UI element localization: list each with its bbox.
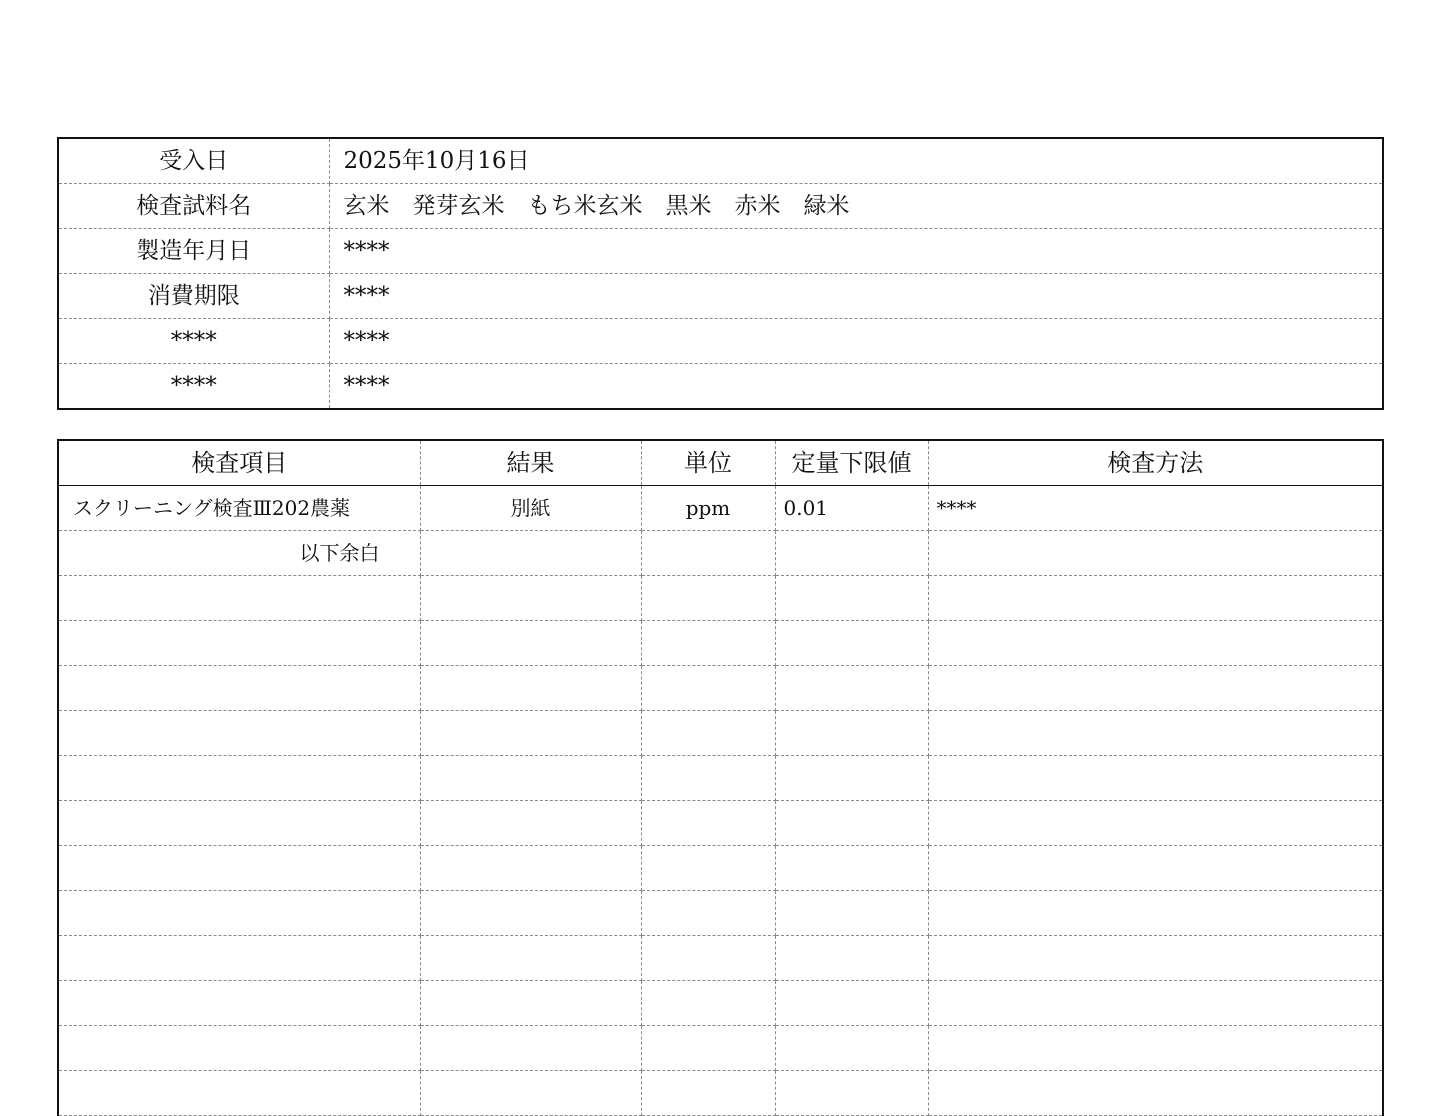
blank-cell [58,756,420,801]
blank-cell [928,936,1383,981]
info-row-masked-1 [58,319,1383,364]
info-row-masked-2 [58,364,1383,410]
sample-info-table [57,137,1384,410]
blank-cell [420,711,641,756]
blank-cell [641,1071,775,1116]
blank-cell [641,576,775,621]
table-row-blank [58,846,1383,891]
cell-method [928,531,1383,576]
blank-cell [775,711,928,756]
table-row [58,486,1383,531]
info-label: 製造年月日 [58,229,329,274]
table-row-blank [58,801,1383,846]
info-label: 消費期限 [58,274,329,319]
blank-cell [775,981,928,1026]
header-item: 検査項目 [58,440,420,486]
inspection-header-row [58,440,1383,486]
table-row-blank [58,711,1383,756]
blank-cell [928,756,1383,801]
blank-cell [775,621,928,666]
blank-cell [641,756,775,801]
info-value: **** [329,229,1383,274]
blank-cell [775,1071,928,1116]
blank-cell [58,801,420,846]
blank-cell [420,846,641,891]
table-row-blank [58,666,1383,711]
info-row-manufacture-date [58,229,1383,274]
blank-cell [641,846,775,891]
header-method: 検査方法 [928,440,1383,486]
blank-cell [420,1026,641,1071]
blank-cell [775,666,928,711]
blank-cell [641,621,775,666]
blank-cell [641,981,775,1026]
blank-cell [420,981,641,1026]
cell-item: スクリーニング検査Ⅲ202農薬 [58,486,420,531]
blank-cell [775,846,928,891]
blank-cell [58,621,420,666]
header-result: 結果 [420,440,641,486]
table-row-blank [58,621,1383,666]
blank-cell [641,666,775,711]
info-label: 検査試料名 [58,184,329,229]
blank-cell [420,621,641,666]
table-row-blank [58,981,1383,1026]
blank-cell [928,891,1383,936]
blank-cell [775,936,928,981]
table-row [58,531,1383,576]
blank-cell [420,936,641,981]
header-loq: 定量下限値 [775,440,928,486]
blank-cell [420,756,641,801]
blank-cell [641,711,775,756]
blank-cell [775,756,928,801]
cell-result: 別紙 [420,486,641,531]
blank-cell [928,801,1383,846]
table-row-blank [58,756,1383,801]
cell-item: 以下余白 [58,531,420,576]
blank-cell [420,1071,641,1116]
inspection-results-table [57,439,1384,1116]
blank-cell [420,576,641,621]
blank-cell [928,711,1383,756]
info-row-sample-name [58,184,1383,229]
info-value: 2025年10月16日 [329,138,1383,184]
blank-cell [641,891,775,936]
table-row-blank [58,1026,1383,1071]
blank-cell [928,981,1383,1026]
blank-cell [420,891,641,936]
blank-cell [928,621,1383,666]
info-label: **** [58,364,329,410]
cell-result [420,531,641,576]
blank-cell [58,1026,420,1071]
info-label: **** [58,319,329,364]
info-row-expiry-date [58,274,1383,319]
blank-cell [641,801,775,846]
info-value: 玄米 発芽玄米 もち米玄米 黒米 赤米 緑米 [329,184,1383,229]
info-value: **** [329,319,1383,364]
cell-unit: ppm [641,486,775,531]
blank-cell [928,846,1383,891]
blank-cell [420,801,641,846]
blank-cell [58,666,420,711]
table-row-blank [58,891,1383,936]
blank-cell [641,1026,775,1071]
blank-cell [58,576,420,621]
table-row-blank [58,576,1383,621]
info-value: **** [343,373,390,399]
blank-cell [58,981,420,1026]
cell-unit [641,531,775,576]
blank-cell [58,1071,420,1116]
blank-cell [641,936,775,981]
blank-cell [928,1071,1383,1116]
blank-cell [420,666,641,711]
cell-loq [775,531,928,576]
blank-cell [775,576,928,621]
cell-method: **** [928,486,1383,531]
blank-cell [58,936,420,981]
info-value: **** [329,274,1383,319]
info-row-received-date [58,138,1383,184]
header-unit: 単位 [641,440,775,486]
blank-cell [928,576,1383,621]
blank-cell [58,711,420,756]
blank-cell [928,666,1383,711]
blank-cell [58,846,420,891]
table-row-blank [58,936,1383,981]
blank-cell [775,891,928,936]
blank-cell [775,1026,928,1071]
blank-cell [58,891,420,936]
blank-cell [775,801,928,846]
cell-loq: 0.01 [775,486,928,531]
blank-cell [928,1026,1383,1071]
info-label: 受入日 [58,138,329,184]
table-row-blank [58,1071,1383,1116]
